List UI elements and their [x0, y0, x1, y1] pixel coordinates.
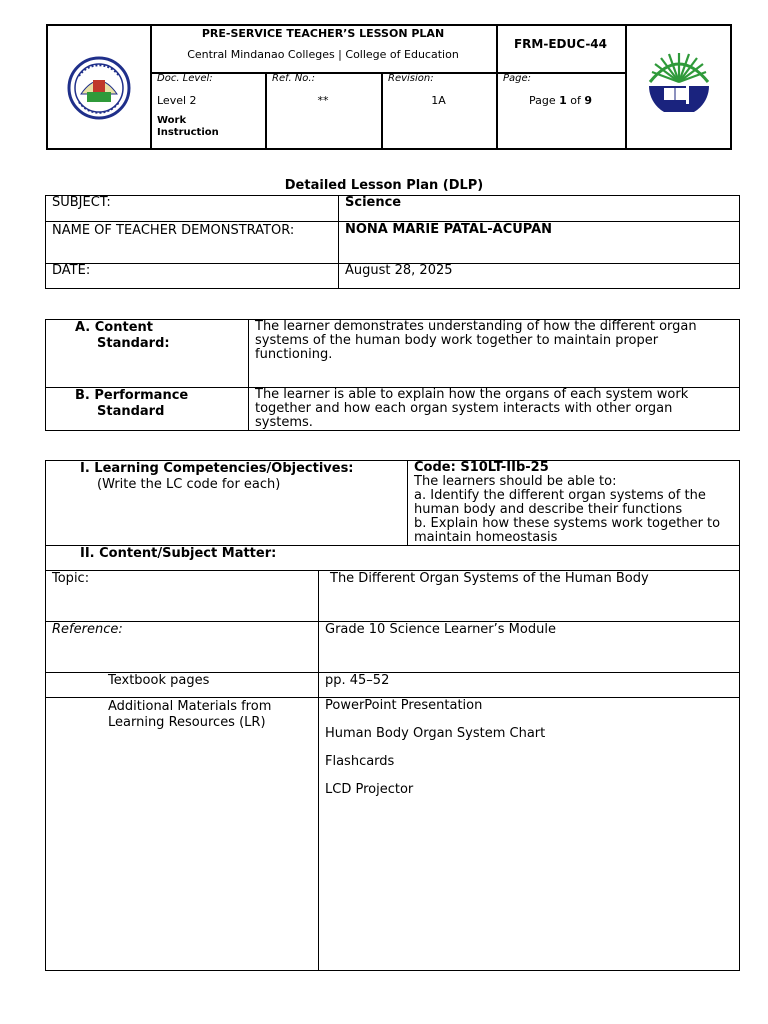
subject-label: SUBJECT:: [46, 196, 339, 222]
content-standard-text: The learner demonstrates understanding of how the different organ systems of the human body work together to maintain proper functioning.: [249, 320, 740, 388]
revision-label: Revision:: [388, 73, 434, 84]
table-row: [46, 622, 740, 673]
college-seal-icon: [67, 56, 131, 120]
subject-value: Science: [339, 196, 740, 222]
table-row: [46, 196, 740, 222]
textbook-label: Textbook pages: [46, 673, 319, 698]
revision-value: 1A: [431, 94, 446, 107]
content-standard-label: A. Content Standard:: [46, 320, 249, 388]
page-label: Page:: [503, 73, 532, 84]
lesson-info-table: [45, 195, 740, 289]
doc-level-value: Level 2: [157, 94, 197, 107]
list-item: PowerPoint Presentation: [325, 698, 483, 713]
form-code: FRM-EDUC-44: [513, 37, 608, 51]
objectives-intro: The learners should be able to:: [414, 474, 617, 489]
teacher-name: NONA MARIE PATAL-ACUPAN: [339, 222, 740, 264]
table-row: [46, 673, 740, 698]
standards-table: [45, 319, 740, 431]
date-label: DATE:: [46, 264, 339, 289]
dlp-title: Detailed Lesson Plan (DLP): [284, 178, 484, 193]
document-header: [46, 24, 732, 150]
header-divider: [265, 72, 267, 148]
doc-level-label: Doc. Level:: [157, 73, 213, 84]
page-number: Page 1 of 9: [528, 94, 593, 107]
table-row: [46, 571, 740, 622]
table-row: [46, 320, 740, 388]
competencies-heading: I. Learning Competencies/Objectives:: [80, 461, 354, 476]
competencies-objectives-cell: [408, 461, 740, 546]
textbook-pages: pp. 45–52: [319, 673, 740, 698]
table-row: [46, 461, 740, 546]
reference-value: Grade 10 Science Learner’s Module: [319, 622, 740, 673]
competencies-note: (Write the LC code for each): [97, 477, 281, 492]
competencies-table: [45, 460, 740, 971]
education-logo-icon: [646, 52, 712, 112]
table-row: [46, 546, 740, 571]
header-divider: [381, 72, 383, 148]
form-title: PRE-SERVICE TEACHER’S LESSON PLAN: [201, 27, 445, 40]
institution-name: Central Mindanao Colleges | College of Education: [187, 48, 459, 61]
materials-label: Additional Materials from Learning Resources (LR): [46, 698, 319, 971]
table-row: [46, 698, 740, 971]
objective-a: a. Identify the different organ systems of the human body and describe their functions: [414, 488, 706, 517]
header-divider: [150, 26, 152, 148]
ref-no-label: Ref. No.:: [272, 73, 315, 84]
performance-standard-text: The learner is able to explain how the organs of each system work together and how each organ system interacts with other organ systems.: [249, 388, 740, 431]
teacher-label: NAME OF TEACHER DEMONSTRATOR:: [46, 222, 339, 264]
list-item: Human Body Organ System Chart: [325, 726, 546, 741]
table-row: [46, 388, 740, 431]
objective-b: b. Explain how these systems work together to maintain homeostasis: [414, 516, 721, 545]
content-heading: II. Content/Subject Matter:: [46, 546, 740, 571]
header-divider: [625, 26, 627, 148]
materials-list: [319, 698, 740, 971]
list-item: LCD Projector: [325, 782, 414, 797]
competencies-heading-cell: [46, 461, 408, 546]
table-row: [46, 222, 740, 264]
lc-code: Code: S10LT-IIb-25: [414, 460, 549, 475]
table-row: [46, 264, 740, 289]
reference-label: Reference:: [46, 622, 319, 673]
performance-standard-label: B. Performance Standard: [46, 388, 249, 431]
list-item: Flashcards: [325, 754, 395, 769]
doc-type: Work Instruction: [157, 115, 219, 138]
date-value: August 28, 2025: [339, 264, 740, 289]
topic-label: Topic:: [46, 571, 319, 622]
ref-no-value: **: [317, 94, 329, 107]
topic-value: The Different Organ Systems of the Human Body: [319, 571, 740, 622]
